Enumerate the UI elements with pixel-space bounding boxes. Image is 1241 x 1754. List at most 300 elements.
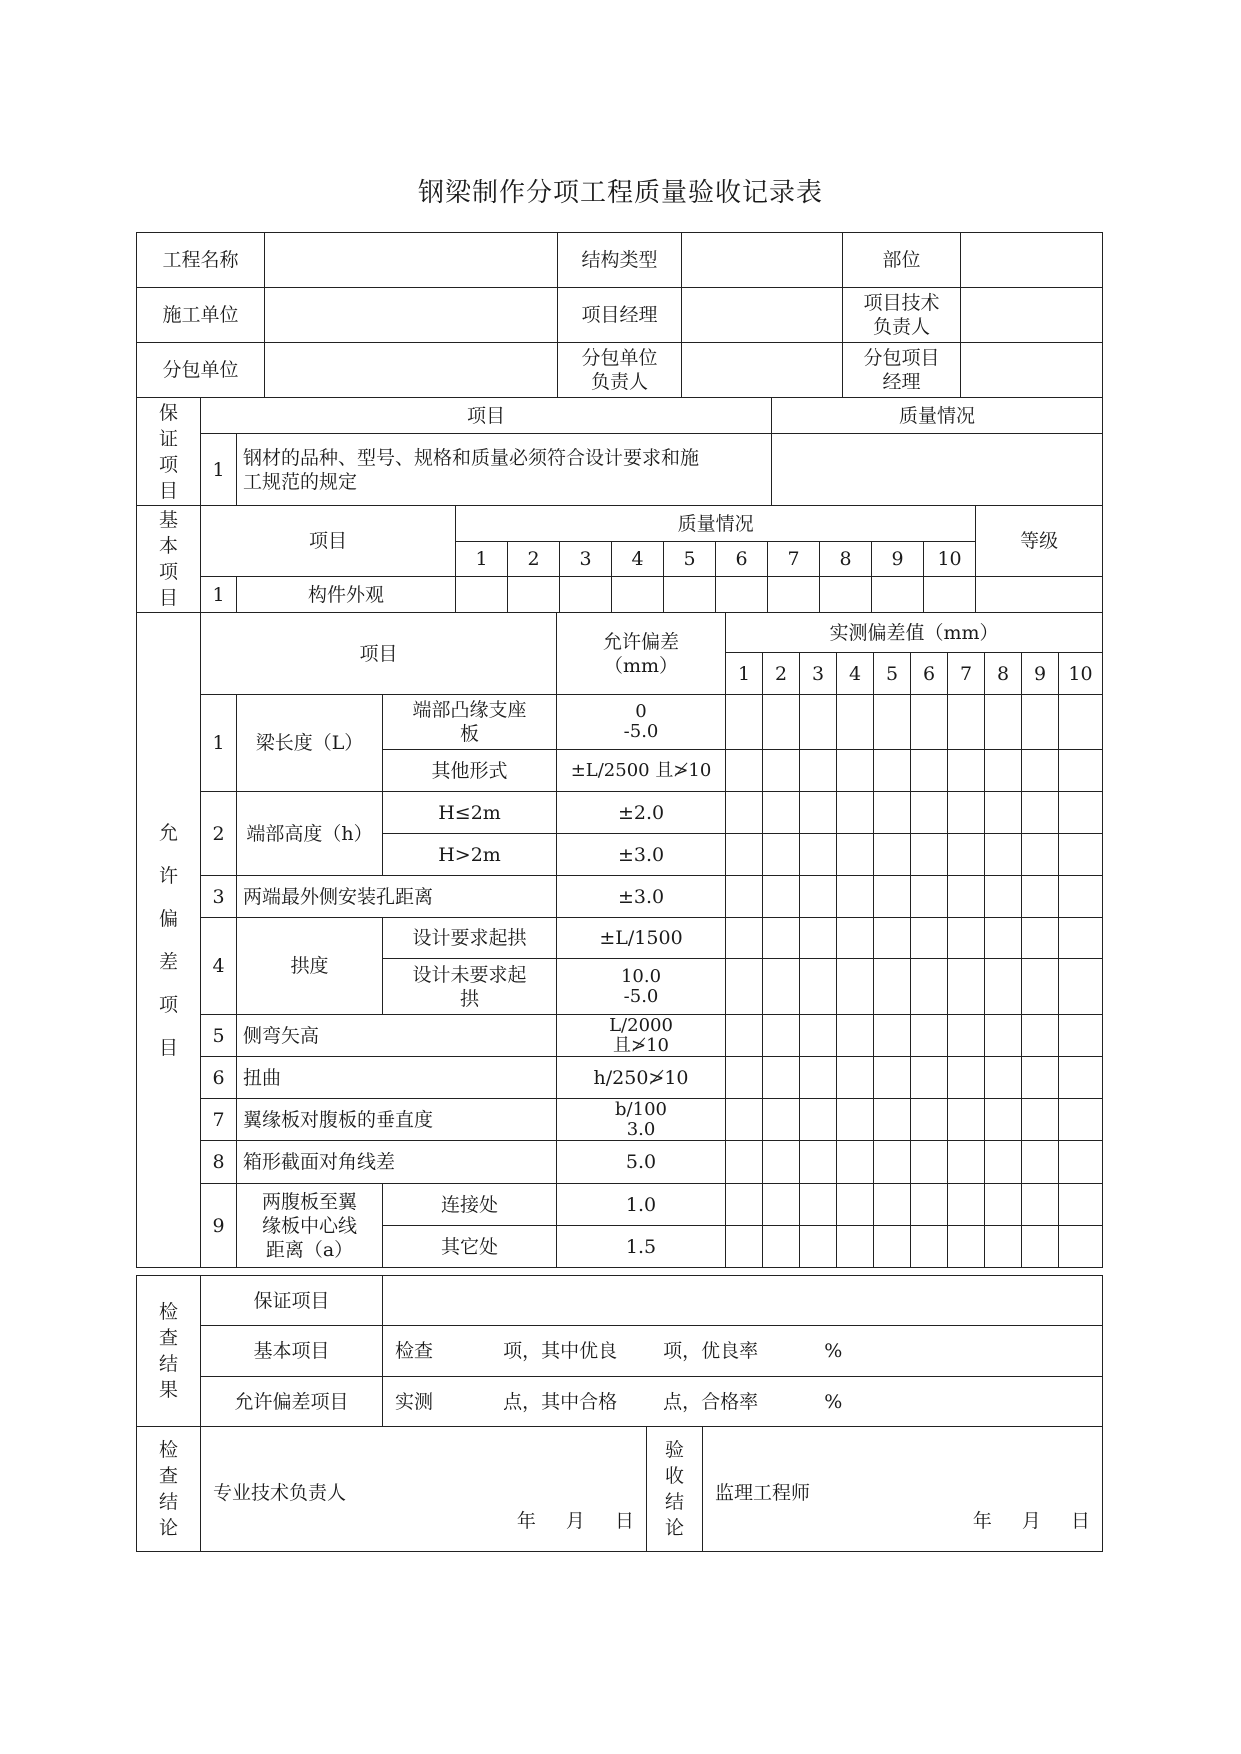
tolerance-table [136, 612, 1103, 1268]
measured-cell[interactable] [763, 792, 800, 834]
sub-lead-label-line: 负责人 [590, 371, 648, 393]
basic-col-header: 9 [872, 542, 924, 577]
measured-cell[interactable] [1059, 834, 1103, 876]
side-char: 差 [158, 950, 178, 973]
tolerance-row-allow: ±L/2500 且≯10 [557, 750, 726, 792]
measured-cell[interactable] [1022, 876, 1059, 918]
measured-cell[interactable] [911, 1226, 948, 1268]
conclusion-right-field[interactable] [703, 1427, 1103, 1552]
tolerance-row-sub [383, 695, 557, 750]
measured-cell[interactable] [985, 1226, 1022, 1268]
tolerance-row-allow: 1.5 [557, 1226, 726, 1268]
measured-cell[interactable] [1059, 1015, 1103, 1057]
measured-cell[interactable] [1022, 750, 1059, 792]
measured-cell[interactable] [800, 1184, 837, 1226]
tolerance-row-allow [557, 695, 726, 750]
measured-cell[interactable] [911, 792, 948, 834]
tolerance-item-header: 项目 [201, 613, 557, 695]
measured-cell[interactable] [874, 1099, 911, 1141]
guarantee-row-text-line: 工规范的规定 [243, 470, 358, 493]
basic-col-header: 8 [820, 542, 872, 577]
measured-cell[interactable] [763, 750, 800, 792]
side-char: 目 [158, 1036, 178, 1059]
side-char: 许 [158, 864, 178, 887]
measured-cell[interactable] [800, 918, 837, 959]
measured-cell[interactable] [1059, 792, 1103, 834]
measured-col-header: 1 [726, 653, 763, 695]
tolerance-row-allow: ±3.0 [557, 834, 726, 876]
project-name-label: 工程名称 [137, 233, 265, 288]
tolerance-row-allow [557, 1099, 726, 1141]
measured-cell[interactable] [763, 834, 800, 876]
allow-header-line: （mm） [603, 654, 679, 677]
measured-cell[interactable] [837, 750, 874, 792]
side-char: 项 [158, 561, 178, 583]
measured-cell[interactable] [948, 1141, 985, 1184]
tolerance-result-text: 点，合格率 [663, 1390, 759, 1413]
guarantee-result-field[interactable] [383, 1276, 1103, 1326]
measured-cell[interactable] [948, 1099, 985, 1141]
measured-cell[interactable] [726, 1184, 763, 1226]
measured-cell[interactable] [837, 1141, 874, 1184]
measured-cell[interactable] [985, 1057, 1022, 1099]
basic-result-text: 检查 [395, 1340, 434, 1362]
measured-cell[interactable] [726, 750, 763, 792]
measured-cell[interactable] [1022, 918, 1059, 959]
measured-cell[interactable] [800, 834, 837, 876]
side-char: 项 [158, 453, 178, 476]
construction-unit-label: 施工单位 [137, 288, 265, 343]
measured-cell[interactable] [726, 959, 763, 1015]
form-title: 钢梁制作分项工程质量验收记录表 [417, 178, 823, 208]
guarantee-side-label [137, 398, 201, 506]
measured-cell[interactable] [948, 918, 985, 959]
project-manager-field[interactable] [682, 288, 843, 343]
measured-cell[interactable] [911, 876, 948, 918]
measured-cell[interactable] [985, 750, 1022, 792]
check-result-side-label [137, 1276, 201, 1427]
side-char: 收 [664, 1465, 684, 1487]
measured-cell[interactable] [874, 1184, 911, 1226]
measured-cell[interactable] [1059, 959, 1103, 1015]
measured-header: 实测偏差值（mm） [726, 613, 1103, 653]
measured-cell[interactable] [874, 918, 911, 959]
guarantee-row-text-line: 钢材的品种、型号、规格和质量必须符合设计要求和施 [243, 446, 700, 469]
measured-cell[interactable] [800, 1226, 837, 1268]
side-char: 结 [158, 1491, 178, 1513]
measured-cell[interactable] [726, 1226, 763, 1268]
side-char: 项 [158, 993, 178, 1016]
measured-cell[interactable] [726, 1141, 763, 1184]
measured-cell[interactable] [763, 1184, 800, 1226]
tolerance-result-label: 允许偏差项目 [201, 1377, 383, 1427]
tolerance-row-allow: h/250≯10 [557, 1057, 726, 1099]
basic-quality-header: 质量情况 [456, 506, 976, 542]
measured-cell[interactable] [1059, 695, 1103, 750]
basic-col-header: 10 [924, 542, 976, 577]
measured-cell[interactable] [1059, 1141, 1103, 1184]
measured-cell[interactable] [837, 695, 874, 750]
measured-cell[interactable] [874, 1057, 911, 1099]
measured-cell[interactable] [763, 918, 800, 959]
left-date [201, 1509, 646, 1533]
basic-col-header: 7 [768, 542, 820, 577]
tech-lead-label-line: 负责人 [872, 316, 930, 338]
measured-cell[interactable] [911, 1057, 948, 1099]
measured-cell[interactable] [911, 1184, 948, 1226]
measured-col-header: 2 [763, 653, 800, 695]
sub-line: 端部凸缘支座 [412, 699, 527, 721]
measured-cell[interactable] [985, 876, 1022, 918]
measured-cell[interactable] [1022, 1226, 1059, 1268]
side-char: 结 [158, 1353, 178, 1375]
measured-cell[interactable] [837, 1184, 874, 1226]
structure-type-label: 结构类型 [558, 233, 682, 288]
measured-cell[interactable] [911, 1015, 948, 1057]
tolerance-row-name: 扭曲 [237, 1057, 557, 1099]
measured-cell[interactable] [763, 876, 800, 918]
basic-result-label: 基本项目 [201, 1326, 383, 1377]
conclusion-side-label [137, 1427, 201, 1552]
measured-cell[interactable] [837, 1099, 874, 1141]
measured-cell[interactable] [800, 792, 837, 834]
basic-value-cell[interactable] [508, 577, 560, 613]
supervisor-signature-label: 监理工程师 [715, 1482, 811, 1504]
tolerance-row-no: 6 [201, 1057, 237, 1099]
measured-cell[interactable] [1022, 695, 1059, 750]
allow-line: -5.0 [623, 721, 659, 742]
name-line: 距离（a） [265, 1238, 354, 1261]
measured-cell[interactable] [726, 695, 763, 750]
tech-lead-label-line: 项目技术 [863, 292, 940, 314]
measured-col-header: 7 [948, 653, 985, 695]
sub-lead-label [558, 343, 682, 398]
measured-cell[interactable] [985, 1015, 1022, 1057]
measured-cell[interactable] [726, 918, 763, 959]
structure-type-field[interactable] [682, 233, 843, 288]
sub-pm-label-line: 经理 [882, 371, 921, 393]
measured-cell[interactable] [911, 1141, 948, 1184]
tolerance-row-allow: ±2.0 [557, 792, 726, 834]
construction-unit-field[interactable] [265, 288, 558, 343]
measured-cell[interactable] [874, 750, 911, 792]
measured-cell[interactable] [800, 1057, 837, 1099]
measured-cell[interactable] [1022, 959, 1059, 1015]
measured-cell[interactable] [763, 695, 800, 750]
tolerance-row-no: 5 [201, 1015, 237, 1057]
measured-cell[interactable] [1059, 876, 1103, 918]
basic-value-cell[interactable] [612, 577, 664, 613]
measured-cell[interactable] [763, 1015, 800, 1057]
measured-cell[interactable] [874, 792, 911, 834]
measured-cell[interactable] [800, 1099, 837, 1141]
basic-value-cell[interactable] [664, 577, 716, 613]
measured-cell[interactable] [874, 1226, 911, 1268]
measured-cell[interactable] [948, 1015, 985, 1057]
measured-cell[interactable] [1059, 1099, 1103, 1141]
measured-cell[interactable] [985, 959, 1022, 1015]
allow-line: b/100 [615, 1098, 667, 1120]
tolerance-result-field[interactable] [383, 1377, 1103, 1427]
position-field[interactable] [961, 233, 1103, 288]
side-char: 检 [158, 1301, 178, 1323]
measured-cell[interactable] [874, 834, 911, 876]
basic-col-header: 4 [612, 542, 664, 577]
check-result-table [136, 1275, 1103, 1427]
measured-cell[interactable] [911, 750, 948, 792]
basic-value-cell[interactable] [716, 577, 768, 613]
side-char: 保 [158, 401, 178, 424]
basic-value-cell[interactable] [456, 577, 508, 613]
measured-cell[interactable] [911, 959, 948, 1015]
basic-value-cell[interactable] [560, 577, 612, 613]
measured-cell[interactable] [874, 876, 911, 918]
measured-cell[interactable] [763, 1057, 800, 1099]
measured-cell[interactable] [800, 1015, 837, 1057]
measured-cell[interactable] [726, 1015, 763, 1057]
tolerance-row-allow: 1.0 [557, 1184, 726, 1226]
measured-cell[interactable] [985, 834, 1022, 876]
measured-cell[interactable] [911, 695, 948, 750]
tolerance-row-allow: ±3.0 [557, 876, 726, 918]
tolerance-result-text: 点，其中合格 [503, 1390, 618, 1413]
conclusion-left-field[interactable] [201, 1427, 647, 1552]
measured-cell[interactable] [763, 1099, 800, 1141]
tolerance-row-name: 两端最外侧安装孔距离 [237, 876, 557, 918]
sub-lead-field[interactable] [682, 343, 843, 398]
basic-row-no: 1 [201, 577, 237, 613]
measured-cell[interactable] [985, 1141, 1022, 1184]
position-label: 部位 [843, 233, 961, 288]
measured-cell[interactable] [763, 1141, 800, 1184]
sub-line: 板 [460, 723, 480, 745]
basic-value-cell[interactable] [924, 577, 976, 613]
subcontractor-label: 分包单位 [137, 343, 265, 398]
basic-col-header: 1 [456, 542, 508, 577]
measured-cell[interactable] [800, 876, 837, 918]
side-char: 允 [158, 821, 178, 844]
measured-cell[interactable] [800, 1141, 837, 1184]
basic-value-cell[interactable] [872, 577, 924, 613]
measured-cell[interactable] [985, 1184, 1022, 1226]
measured-cell[interactable] [985, 1099, 1022, 1141]
tolerance-row-sub: H>2m [383, 834, 557, 876]
measured-cell[interactable] [948, 834, 985, 876]
allow-line: 10.0 [620, 965, 662, 987]
measured-cell[interactable] [837, 1015, 874, 1057]
sub-lead-label-line: 分包单位 [581, 347, 658, 369]
basic-item-header: 项目 [201, 506, 456, 577]
measured-cell[interactable] [800, 959, 837, 1015]
measured-col-header: 5 [874, 653, 911, 695]
sub-pm-label [843, 343, 961, 398]
measured-cell[interactable] [1022, 1141, 1059, 1184]
tolerance-row-name: 翼缘板对腹板的垂直度 [237, 1099, 557, 1141]
measured-cell[interactable] [837, 792, 874, 834]
measured-cell[interactable] [837, 918, 874, 959]
measured-cell[interactable] [1022, 1184, 1059, 1226]
measured-cell[interactable] [1022, 1057, 1059, 1099]
measured-cell[interactable] [1022, 1099, 1059, 1141]
measured-cell[interactable] [1059, 1226, 1103, 1268]
tolerance-row-name: 端部高度（h） [237, 792, 383, 876]
measured-cell[interactable] [1059, 1184, 1103, 1226]
allow-line: L/2000 [609, 1014, 673, 1036]
measured-cell[interactable] [948, 750, 985, 792]
tolerance-row-no: 4 [201, 918, 237, 1015]
measured-cell[interactable] [1059, 1057, 1103, 1099]
allow-line: -5.0 [623, 985, 659, 1007]
side-char: 目 [158, 479, 178, 502]
measured-cell[interactable] [800, 695, 837, 750]
tolerance-row-sub: 设计要求起拱 [383, 918, 557, 959]
measured-col-header: 3 [800, 653, 837, 695]
tolerance-row-name [237, 1184, 383, 1268]
tolerance-row-allow: ±L/1500 [557, 918, 726, 959]
name-line: 缘板中心线 [261, 1214, 357, 1237]
side-char: 论 [664, 1517, 684, 1539]
measured-cell[interactable] [874, 959, 911, 1015]
sub-pm-field[interactable] [961, 343, 1103, 398]
side-char: 证 [158, 427, 178, 450]
measured-cell[interactable] [985, 918, 1022, 959]
measured-cell[interactable] [874, 695, 911, 750]
tolerance-row-no: 8 [201, 1141, 237, 1184]
measured-cell[interactable] [726, 792, 763, 834]
measured-cell[interactable] [1022, 792, 1059, 834]
measured-cell[interactable] [800, 750, 837, 792]
tech-lead-field[interactable] [961, 288, 1103, 343]
guarantee-quality-field[interactable] [772, 434, 1103, 506]
tech-lead-signature-label: 专业技术负责人 [213, 1482, 347, 1504]
basic-value-cell[interactable] [820, 577, 872, 613]
measured-cell[interactable] [1059, 918, 1103, 959]
project-name-field[interactable] [265, 233, 558, 288]
basic-col-header: 3 [560, 542, 612, 577]
basic-table [136, 505, 1103, 613]
guarantee-quality-header: 质量情况 [772, 398, 1103, 434]
allow-line: 3.0 [626, 1118, 656, 1140]
tolerance-row-allow [557, 1015, 726, 1057]
tolerance-row-sub: 其它处 [383, 1226, 557, 1268]
measured-cell[interactable] [1022, 1015, 1059, 1057]
guarantee-row-text [237, 434, 772, 506]
side-char: 基 [158, 509, 178, 531]
measured-cell[interactable] [911, 1099, 948, 1141]
name-line: 两腹板至翼 [261, 1190, 357, 1213]
sub-line: 设计未要求起 [412, 963, 527, 986]
measured-cell[interactable] [726, 834, 763, 876]
measured-cell[interactable] [948, 1184, 985, 1226]
measured-cell[interactable] [911, 834, 948, 876]
measured-cell[interactable] [874, 1015, 911, 1057]
basic-grade-cell[interactable] [976, 577, 1103, 613]
measured-cell[interactable] [763, 1226, 800, 1268]
tolerance-result-text: % [824, 1390, 843, 1413]
measured-cell[interactable] [948, 792, 985, 834]
measured-cell[interactable] [985, 695, 1022, 750]
tolerance-row-no: 2 [201, 792, 237, 876]
measured-col-header: 6 [911, 653, 948, 695]
tolerance-result-text: 实测 [395, 1390, 434, 1413]
side-char: 果 [158, 1379, 178, 1401]
basic-result-field[interactable] [383, 1326, 1103, 1377]
sub-line: 拱 [460, 987, 480, 1010]
measured-cell[interactable] [837, 834, 874, 876]
side-char: 检 [158, 1439, 178, 1461]
side-char: 验 [664, 1439, 684, 1461]
tolerance-row-sub [383, 959, 557, 1015]
date-month: 月 [1021, 1510, 1041, 1532]
header-table [136, 232, 1103, 398]
measured-cell[interactable] [837, 959, 874, 1015]
tolerance-row-sub: 其他形式 [383, 750, 557, 792]
measured-cell[interactable] [726, 1057, 763, 1099]
measured-cell[interactable] [874, 1141, 911, 1184]
measured-cell[interactable] [985, 792, 1022, 834]
tolerance-row-name: 梁长度（L） [237, 695, 383, 792]
tolerance-row-name: 箱形截面对角线差 [237, 1141, 557, 1184]
tolerance-row-no: 9 [201, 1184, 237, 1268]
measured-cell[interactable] [948, 876, 985, 918]
basic-grade-header: 等级 [976, 506, 1103, 577]
measured-cell[interactable] [948, 1226, 985, 1268]
measured-cell[interactable] [726, 1099, 763, 1141]
basic-result-text: 项，其中优良 [503, 1340, 618, 1362]
tolerance-row-no: 7 [201, 1099, 237, 1141]
basic-result-text: % [824, 1340, 843, 1362]
date-day: 日 [614, 1510, 634, 1532]
basic-row-text: 构件外观 [237, 577, 456, 613]
measured-cell[interactable] [1022, 834, 1059, 876]
side-char: 本 [158, 535, 178, 557]
side-char: 偏 [158, 907, 178, 930]
right-date [703, 1509, 1102, 1533]
basic-col-header: 2 [508, 542, 560, 577]
date-year: 年 [972, 1510, 992, 1532]
measured-col-header: 10 [1059, 653, 1103, 695]
measured-cell[interactable] [1059, 750, 1103, 792]
sub-pm-label-line: 分包项目 [863, 347, 940, 369]
measured-cell[interactable] [948, 695, 985, 750]
measured-cell[interactable] [837, 1226, 874, 1268]
measured-cell[interactable] [726, 876, 763, 918]
measured-cell[interactable] [763, 959, 800, 1015]
measured-cell[interactable] [837, 1057, 874, 1099]
side-char: 查 [158, 1327, 178, 1349]
tolerance-row-allow [557, 959, 726, 1015]
basic-value-cell[interactable] [768, 577, 820, 613]
tolerance-row-no: 3 [201, 876, 237, 918]
side-char: 论 [158, 1517, 178, 1539]
measured-cell[interactable] [911, 918, 948, 959]
project-manager-label: 项目经理 [558, 288, 682, 343]
subcontractor-field[interactable] [265, 343, 558, 398]
measured-cell[interactable] [837, 876, 874, 918]
tolerance-side-label [137, 613, 201, 1268]
allow-line: 且≯10 [613, 1034, 670, 1056]
basic-col-header: 5 [664, 542, 716, 577]
tolerance-row-no: 1 [201, 695, 237, 792]
conclusion-table [136, 1426, 1103, 1552]
tolerance-row-sub: H≤2m [383, 792, 557, 834]
tolerance-row-allow: 5.0 [557, 1141, 726, 1184]
measured-cell[interactable] [948, 1057, 985, 1099]
guarantee-result-label: 保证项目 [201, 1276, 383, 1326]
side-char: 结 [664, 1491, 684, 1513]
guarantee-row-no: 1 [201, 434, 237, 506]
measured-cell[interactable] [948, 959, 985, 1015]
